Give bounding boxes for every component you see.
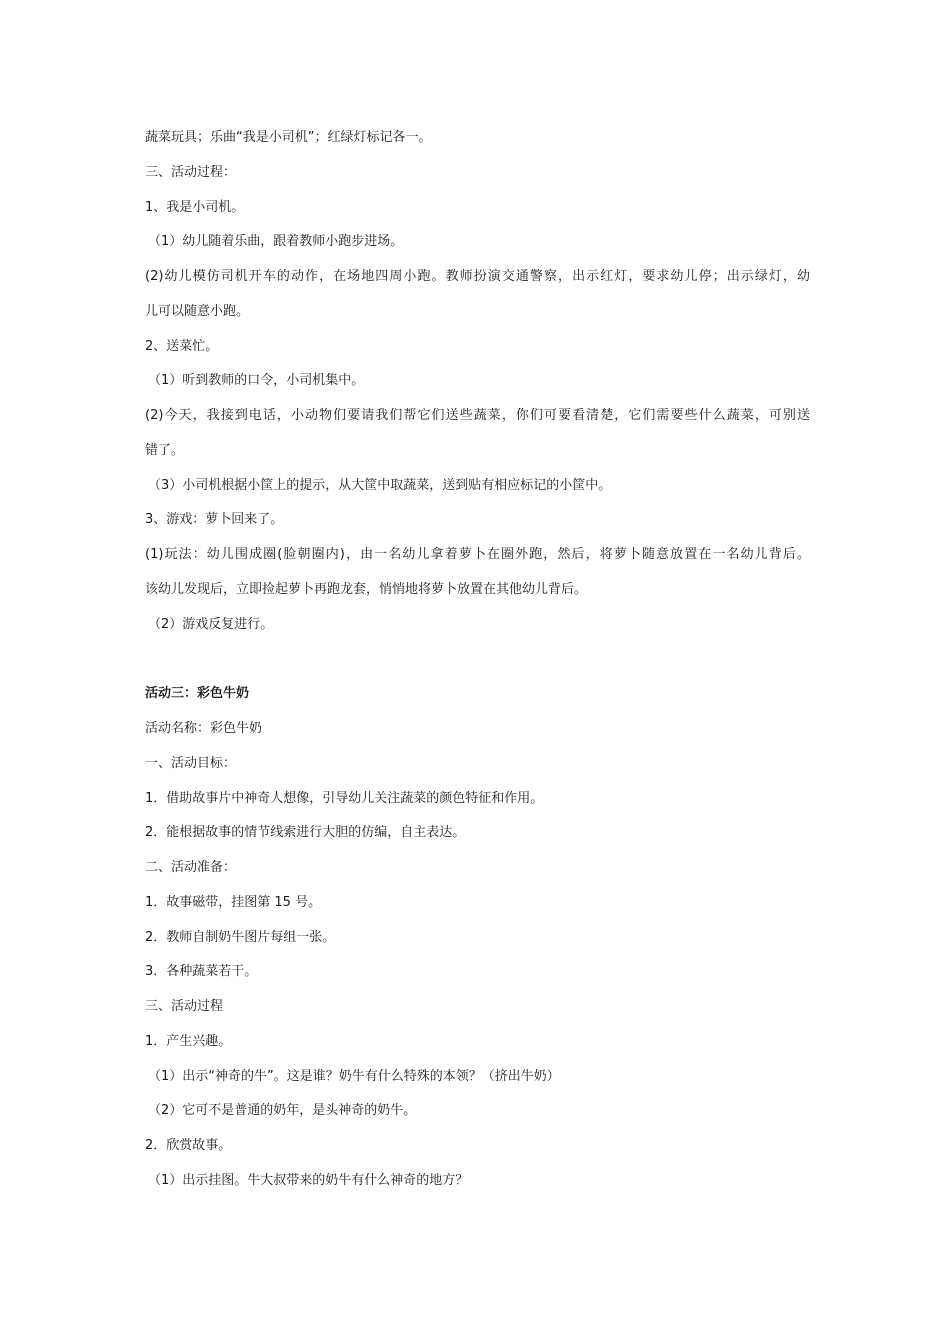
text-line: 2．能根据故事的情节线索进行大胆的仿编，自主表达。 — [145, 825, 466, 840]
section-heading: 三、活动过程： — [145, 165, 237, 180]
text-line: 儿可以随意小跑。 — [145, 304, 250, 319]
text-line: （1）出示挂图。牛大叔带来的奶牛有什么神奇的地方？ — [148, 1173, 469, 1188]
section-heading: 二、活动准备： — [145, 860, 237, 875]
text-line: (1)玩法：幼儿围成圈(脸朝圈内)，由一名幼儿拿着萝卜在圈外跑，然后，将萝卜随意放置在一名幼儿背后。 — [145, 547, 810, 562]
text-line: 2、送菜忙。 — [145, 339, 219, 354]
text-line: （2）它可不是普通的奶年，是头神奇的奶牛。 — [148, 1103, 417, 1118]
text-line: 1．产生兴趣。 — [145, 1034, 232, 1049]
text-line: 2．欣赏故事。 — [145, 1138, 232, 1153]
text-line: 该幼儿发现后，立即捡起萝卜再跑龙套，悄悄地将萝卜放置在其他幼儿背后。 — [145, 582, 588, 597]
text-line: 3、游戏：萝卜回来了。 — [145, 512, 284, 527]
text-line: 蔬菜玩具；乐曲“我是小司机”；红绿灯标记各一。 — [145, 130, 432, 145]
text-line: （1）出示“神奇的牛”。这是谁？奶牛有什么特殊的本领？（挤出牛奶） — [148, 1069, 560, 1084]
text-line: 1、我是小司机。 — [145, 200, 245, 215]
text-line: （3）小司机根据小筐上的提示，从大筐中取蔬菜，送到贴有相应标记的小筐中。 — [148, 478, 612, 493]
section-heading: 三、活动过程 — [145, 999, 224, 1014]
text-line: 错了。 — [145, 443, 185, 458]
activity-title: 活动三：彩色牛奶 — [145, 686, 250, 701]
section-heading: 一、活动目标： — [145, 756, 237, 771]
text-line: （1）幼儿随着乐曲，跟着教师小跑步进场。 — [148, 234, 404, 249]
text-line: 2．教师自制奶牛图片每组一张。 — [145, 930, 336, 945]
text-line: (2)今天，我接到电话，小动物们要请我们帮它们送些蔬菜，你们可要看清楚，它们需要些什么蔬菜，可别送 — [145, 408, 810, 423]
text-line: 1．故事磁带，挂图第 15 号。 — [145, 895, 322, 910]
text-line: 1．借助故事片中神奇人想像，引导幼儿关注蔬菜的颜色特征和作用。 — [145, 791, 544, 806]
text-line: （2）游戏反复进行。 — [148, 617, 274, 632]
text-line: （1）听到教师的口令，小司机集中。 — [148, 373, 365, 388]
text-line: 活动名称：彩色牛奶 — [145, 721, 263, 736]
text-line: 3．各种蔬菜若干。 — [145, 964, 258, 979]
text-line: (2)幼儿模仿司机开车的动作，在场地四周小跑。教师扮演交通警察，出示红灯，要求幼儿停；出示绿灯，幼 — [145, 269, 810, 284]
